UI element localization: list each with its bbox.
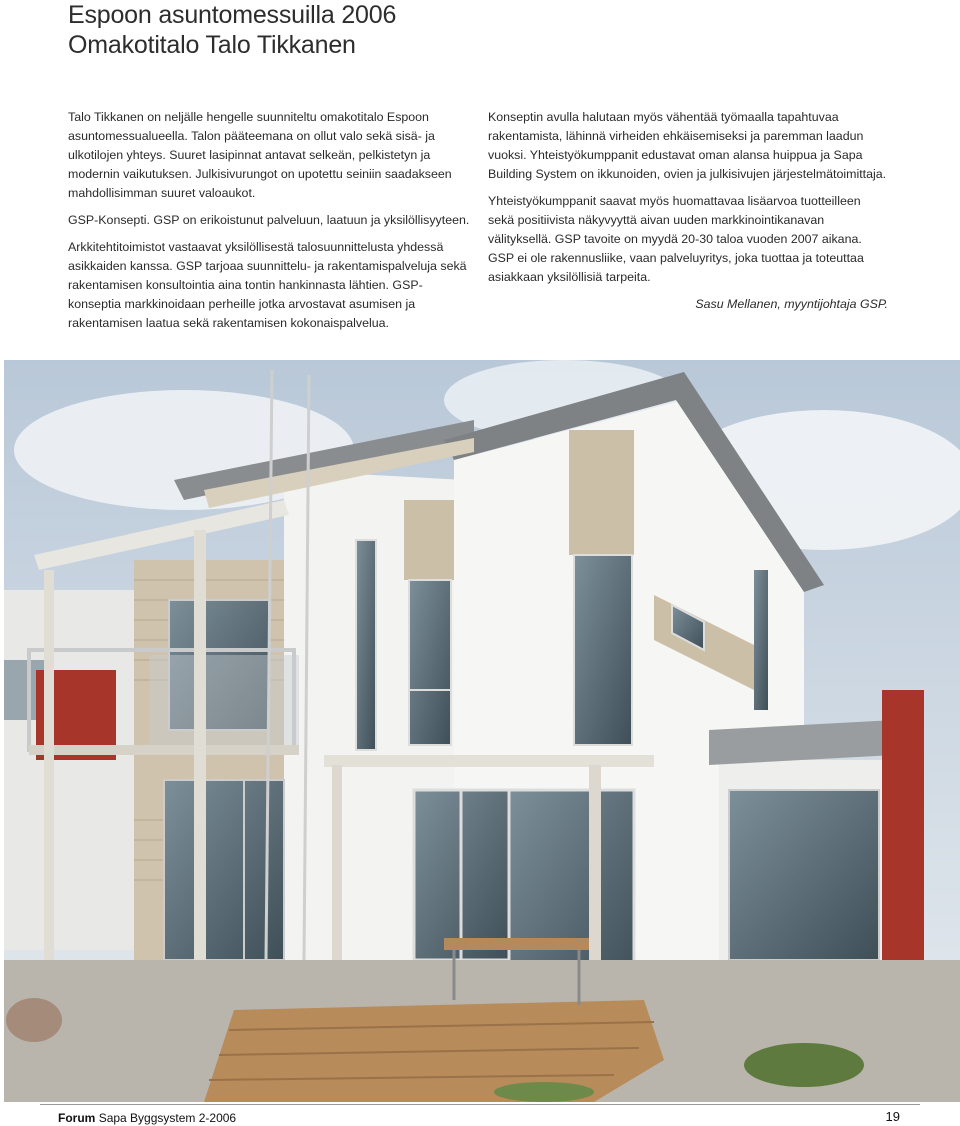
paragraph: Yhteistyökumppanit saavat myös huomattavaa lisäarvoa tuotteilleen sekä positiivista näkyvyyttä aivan uuden markkinointikanavan välityksellä. GSP tavoite on myydä 20-30 taloa vuoden 2007 aikana. GSP ei ole rakennusliike, vaan palveluyritys, joka tuottaa ja toteuttaa asiakkaan yksilöllisiä tarpeita. [488, 194, 864, 284]
footer-publication-name: Sapa Byggsystem 2-2006 [98, 1111, 237, 1125]
footer-rule [40, 1104, 920, 1105]
neighbour-building [4, 590, 134, 950]
paragraph: Arkkitehtitoimistot vastaavat yksilöllisestä talosuunnittelusta yhdessä asikkaiden kanssa. GSP tarjoaa suunnittelu- ja rakentamispalveluja sekä rakentamisen konsultointia aina tontin hankinnasta lähtien. GSP-konseptia markkinoidaan perheille jotka arvostavat asumisen ja rakentamisen laatua sekä rakentamisen kokonaispalvelua. [68, 240, 467, 330]
house-illustration [4, 360, 960, 1102]
article-right-column [488, 108, 888, 322]
house-photo [4, 360, 960, 1102]
footer-brand: Forum [58, 1111, 96, 1125]
window [356, 540, 376, 750]
page-title: Espoon asuntomessuilla 2006 [68, 1, 397, 29]
paragraph: Talo Tikkanen on neljälle hengelle suunniteltu omakotitalo Espoon asuntomessualueella. Talon pääteemana on ollut valo sekä sisä- ja ulkotilojen yhteys. Suuret lasipinnat antavat selkeän, pelkistetyn ja modernin vaikutuksen. Julkisivurungot on upotettu seiniin saadakseen mahdollisimman suuret valoaukot. [68, 110, 452, 200]
red-panel [882, 690, 924, 990]
page-subtitle: Omakotitalo Talo Tikkanen [68, 31, 356, 59]
article-left-column [68, 108, 472, 341]
paragraph: Konseptin avulla halutaan myös vähentää työmaalla tapahtuvaa rakentamista, lähinnä virheiden ehkäisemiseksi ja paremman laadun vuoksi. Yhteistyökumppanit edustavat oman alansa huippua ja Sapa Building System on ikkunoiden, ovien ja julkisivujen järjestelmätoimittaja. [488, 110, 887, 181]
patio-table [444, 938, 589, 950]
page-number: 19 [885, 1109, 900, 1124]
footer-publication [58, 1111, 236, 1125]
title-block [68, 0, 396, 60]
paragraph: GSP-Konsepti. GSP on erikoistunut palveluun, laatuun ja yksilöllisyyteen. [68, 213, 470, 227]
page-footer [0, 1102, 960, 1126]
signature: Sasu Mellanen, myyntijohtaja GSP. [695, 297, 888, 311]
